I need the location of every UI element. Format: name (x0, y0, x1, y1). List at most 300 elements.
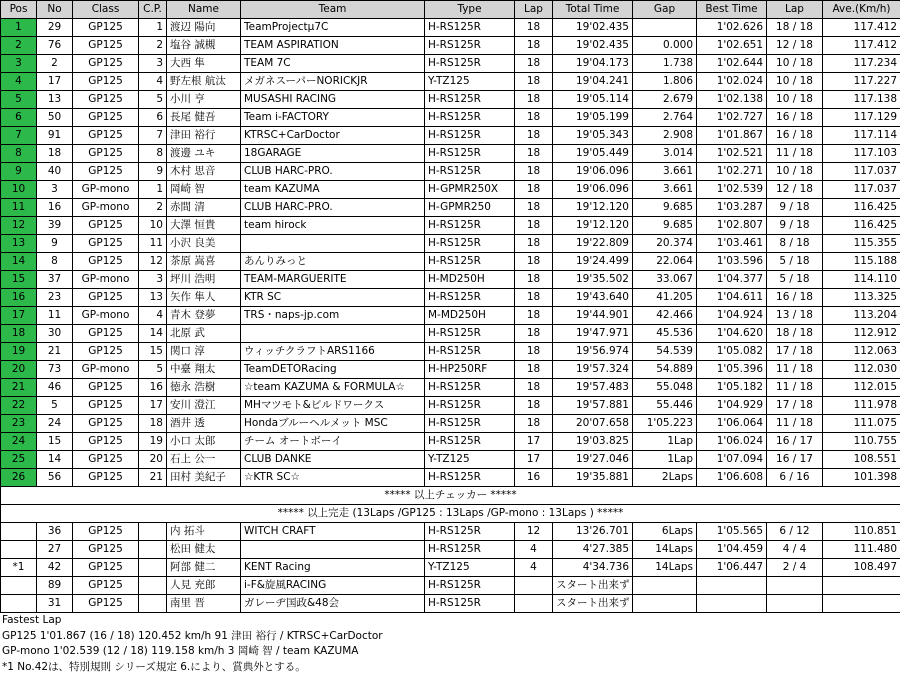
best-lap-cell: 4 / 4 (767, 541, 823, 559)
class-position-cell: 1 (139, 181, 167, 199)
pos-cell (1, 595, 37, 613)
gap-cell (633, 19, 697, 37)
gap-cell: 22.064 (633, 253, 697, 271)
name-cell: 田村 美紀子 (167, 469, 241, 487)
number-cell: 15 (37, 433, 73, 451)
class-position-cell: 4 (139, 307, 167, 325)
total-time-cell: 19'35.502 (553, 271, 633, 289)
laps-cell: 17 (515, 433, 553, 451)
best-lap-cell: 13 / 18 (767, 307, 823, 325)
average-speed-cell: 117.103 (823, 145, 900, 163)
class-position-cell: 14 (139, 325, 167, 343)
number-cell: 21 (37, 343, 73, 361)
number-cell: 73 (37, 361, 73, 379)
laps-cell (515, 595, 553, 613)
type-cell: H-RS125R (425, 379, 515, 397)
best-lap-cell: 11 / 18 (767, 145, 823, 163)
table-row (1, 559, 900, 577)
column-header: Total Time (553, 1, 633, 19)
team-cell (241, 541, 425, 559)
laps-cell: 18 (515, 271, 553, 289)
number-cell: 24 (37, 415, 73, 433)
name-cell: 松田 健太 (167, 541, 241, 559)
average-speed-cell: 112.015 (823, 379, 900, 397)
pos-cell: 21 (1, 379, 37, 397)
best-time-cell: 1'04.459 (697, 541, 767, 559)
fastest-lap-title: Fastest Lap (2, 613, 900, 629)
best-lap-cell: 16 / 18 (767, 289, 823, 307)
total-time-cell: スタート出来ず (553, 577, 633, 595)
type-cell: H-RS125R (425, 55, 515, 73)
best-lap-cell: 12 / 18 (767, 181, 823, 199)
average-speed-cell: 108.497 (823, 559, 900, 577)
class-cell: GP-mono (73, 361, 139, 379)
table-row (1, 145, 900, 163)
class-position-cell: 20 (139, 451, 167, 469)
name-cell: 人見 充郎 (167, 577, 241, 595)
best-time-cell: 1'04.929 (697, 397, 767, 415)
number-cell: 50 (37, 109, 73, 127)
average-speed-cell: 111.075 (823, 415, 900, 433)
type-cell: H-RS125R (425, 235, 515, 253)
class-position-cell: 2 (139, 37, 167, 55)
pos-cell (1, 523, 37, 541)
best-lap-cell: 11 / 18 (767, 379, 823, 397)
laps-cell (515, 577, 553, 595)
average-speed-cell: 110.851 (823, 523, 900, 541)
class-position-cell: 6 (139, 109, 167, 127)
name-cell: 北原 武 (167, 325, 241, 343)
type-cell: H-MD250H (425, 271, 515, 289)
laps-cell: 12 (515, 523, 553, 541)
table-row (1, 217, 900, 235)
name-cell: 酒井 透 (167, 415, 241, 433)
best-lap-cell: 18 / 18 (767, 19, 823, 37)
table-row (1, 91, 900, 109)
number-cell: 27 (37, 541, 73, 559)
pos-cell: *1 (1, 559, 37, 577)
number-cell: 3 (37, 181, 73, 199)
team-cell: ☆team KAZUMA & FORMULA☆ (241, 379, 425, 397)
class-cell: GP125 (73, 595, 139, 613)
table-row (1, 109, 900, 127)
pos-cell: 26 (1, 469, 37, 487)
total-time-cell: 19'27.046 (553, 451, 633, 469)
number-cell: 18 (37, 145, 73, 163)
footnote: *1 No.42は、特別規則 シリーズ規定 6.により、賞典外とする。 (2, 660, 900, 675)
class-position-cell: 21 (139, 469, 167, 487)
team-cell: CLUB HARC-PRO. (241, 163, 425, 181)
best-time-cell: 1'02.644 (697, 55, 767, 73)
pos-cell: 25 (1, 451, 37, 469)
total-time-cell: 19'44.901 (553, 307, 633, 325)
best-lap-cell: 17 / 18 (767, 343, 823, 361)
number-cell: 31 (37, 595, 73, 613)
total-time-cell: 19'12.120 (553, 217, 633, 235)
team-cell: Team i-FACTORY (241, 109, 425, 127)
laps-cell: 18 (515, 397, 553, 415)
team-cell: MHマツモト&ビルドワークス (241, 397, 425, 415)
type-cell: Y-TZ125 (425, 451, 515, 469)
name-cell: 石上 公一 (167, 451, 241, 469)
gap-cell: 3.661 (633, 163, 697, 181)
type-cell: H-RS125R (425, 127, 515, 145)
average-speed-cell: 116.425 (823, 199, 900, 217)
name-cell: 木村 思音 (167, 163, 241, 181)
column-header: No (37, 1, 73, 19)
best-time-cell: 1'04.377 (697, 271, 767, 289)
class-cell: GP125 (73, 217, 139, 235)
table-row (1, 199, 900, 217)
total-time-cell: 19'12.120 (553, 199, 633, 217)
type-cell: H-RS125R (425, 433, 515, 451)
class-cell: GP125 (73, 109, 139, 127)
average-speed-cell: 111.978 (823, 397, 900, 415)
team-cell: team hirock (241, 217, 425, 235)
number-cell: 39 (37, 217, 73, 235)
class-position-cell: 1 (139, 19, 167, 37)
total-time-cell: 19'43.640 (553, 289, 633, 307)
total-time-cell: 4'27.385 (553, 541, 633, 559)
average-speed-cell: 115.188 (823, 253, 900, 271)
class-cell: GP125 (73, 127, 139, 145)
team-cell: KENT Racing (241, 559, 425, 577)
class-position-cell: 7 (139, 127, 167, 145)
name-cell: 阿部 健二 (167, 559, 241, 577)
gap-cell: 0.000 (633, 37, 697, 55)
gap-cell: 3.014 (633, 145, 697, 163)
gap-cell: 1Lap (633, 451, 697, 469)
type-cell: H-RS125R (425, 343, 515, 361)
table-row (1, 19, 900, 37)
team-cell: ガレーヂ国政&48会 (241, 595, 425, 613)
gap-cell: 9.685 (633, 217, 697, 235)
gap-cell (633, 577, 697, 595)
class-position-cell: 17 (139, 397, 167, 415)
team-cell: ☆KTR SC☆ (241, 469, 425, 487)
type-cell: H-HP250RF (425, 361, 515, 379)
team-cell: CLUB HARC-PRO. (241, 199, 425, 217)
best-lap-cell: 16 / 17 (767, 451, 823, 469)
best-lap-cell: 9 / 18 (767, 217, 823, 235)
pos-cell: 17 (1, 307, 37, 325)
total-time-cell: 19'04.241 (553, 73, 633, 91)
type-cell: H-RS125R (425, 595, 515, 613)
gap-cell: 1Lap (633, 433, 697, 451)
header-row (1, 1, 900, 19)
type-cell: H-RS125R (425, 469, 515, 487)
finish-banner: ***** 以上完走 (13Laps /GP125 : 13Laps /GP-mono : 13Laps ) ***** (1, 505, 900, 523)
average-speed-cell: 112.063 (823, 343, 900, 361)
team-cell: チーム オートボーイ (241, 433, 425, 451)
name-cell: 小口 太郎 (167, 433, 241, 451)
total-time-cell: スタート出来ず (553, 595, 633, 613)
class-position-cell (139, 541, 167, 559)
average-speed-cell: 117.037 (823, 163, 900, 181)
class-cell: GP125 (73, 235, 139, 253)
gap-cell: 2.764 (633, 109, 697, 127)
average-speed-cell (823, 577, 900, 595)
gap-cell: 1.738 (633, 55, 697, 73)
best-lap-cell: 17 / 18 (767, 397, 823, 415)
type-cell: H-RS125R (425, 217, 515, 235)
pos-cell (1, 541, 37, 559)
team-cell: TEAM ASPIRATION (241, 37, 425, 55)
class-cell: GP125 (73, 91, 139, 109)
pos-cell: 14 (1, 253, 37, 271)
team-cell: ウィッチクラフトARS1166 (241, 343, 425, 361)
number-cell: 9 (37, 235, 73, 253)
table-row (1, 361, 900, 379)
best-time-cell: 1'01.867 (697, 127, 767, 145)
name-cell: 塩谷 誠槻 (167, 37, 241, 55)
best-time-cell: 1'05.182 (697, 379, 767, 397)
best-time-cell: 1'03.596 (697, 253, 767, 271)
table-row (1, 397, 900, 415)
best-lap-cell: 11 / 18 (767, 361, 823, 379)
total-time-cell: 4'34.736 (553, 559, 633, 577)
team-cell: Hondaブルーヘルメット MSC (241, 415, 425, 433)
best-lap-cell: 6 / 12 (767, 523, 823, 541)
best-time-cell: 1'05.082 (697, 343, 767, 361)
best-time-cell: 1'02.626 (697, 19, 767, 37)
table-row (1, 181, 900, 199)
number-cell: 14 (37, 451, 73, 469)
class-position-cell: 19 (139, 433, 167, 451)
total-time-cell: 19'04.173 (553, 55, 633, 73)
team-cell: TeamProjectμ7C (241, 19, 425, 37)
best-time-cell: 1'02.024 (697, 73, 767, 91)
average-speed-cell: 117.234 (823, 55, 900, 73)
pos-cell: 15 (1, 271, 37, 289)
pos-cell: 5 (1, 91, 37, 109)
number-cell: 23 (37, 289, 73, 307)
laps-cell: 18 (515, 199, 553, 217)
gap-cell: 2.908 (633, 127, 697, 145)
average-speed-cell: 117.412 (823, 37, 900, 55)
average-speed-cell: 117.412 (823, 19, 900, 37)
best-time-cell: 1'06.608 (697, 469, 767, 487)
total-time-cell: 19'02.435 (553, 37, 633, 55)
type-cell: H-RS125R (425, 541, 515, 559)
laps-cell: 18 (515, 325, 553, 343)
class-cell: GP125 (73, 253, 139, 271)
number-cell: 8 (37, 253, 73, 271)
class-cell: GP-mono (73, 181, 139, 199)
gap-cell (633, 595, 697, 613)
number-cell: 36 (37, 523, 73, 541)
total-time-cell: 19'05.199 (553, 109, 633, 127)
number-cell: 30 (37, 325, 73, 343)
table-row (1, 163, 900, 181)
total-time-cell: 20'07.658 (553, 415, 633, 433)
column-header: Ave.(Km/h) (823, 1, 900, 19)
best-time-cell (697, 577, 767, 595)
average-speed-cell: 110.755 (823, 433, 900, 451)
best-time-cell: 1'03.461 (697, 235, 767, 253)
type-cell: H-RS125R (425, 577, 515, 595)
number-cell: 29 (37, 19, 73, 37)
best-lap-cell: 12 / 18 (767, 37, 823, 55)
average-speed-cell: 113.204 (823, 307, 900, 325)
pos-cell: 7 (1, 127, 37, 145)
team-cell: team KAZUMA (241, 181, 425, 199)
class-cell: GP125 (73, 469, 139, 487)
best-lap-cell: 18 / 18 (767, 325, 823, 343)
laps-cell: 18 (515, 73, 553, 91)
total-time-cell: 19'06.096 (553, 181, 633, 199)
team-cell: 18GARAGE (241, 145, 425, 163)
type-cell: H-GPMR250X (425, 181, 515, 199)
table-row (1, 577, 900, 595)
team-cell: あんりみっと (241, 253, 425, 271)
best-time-cell: 1'03.287 (697, 199, 767, 217)
name-cell: 赤間 清 (167, 199, 241, 217)
finish-banner-row (1, 505, 900, 523)
number-cell: 5 (37, 397, 73, 415)
total-time-cell: 19'22.809 (553, 235, 633, 253)
total-time-cell: 19'05.449 (553, 145, 633, 163)
class-position-cell: 5 (139, 361, 167, 379)
best-time-cell: 1'02.651 (697, 37, 767, 55)
checker-banner-row (1, 487, 900, 505)
class-cell: GP-mono (73, 199, 139, 217)
class-cell: GP125 (73, 379, 139, 397)
team-cell: WITCH CRAFT (241, 523, 425, 541)
pos-cell: 16 (1, 289, 37, 307)
column-header: Type (425, 1, 515, 19)
class-position-cell (139, 577, 167, 595)
class-cell: GP125 (73, 451, 139, 469)
table-row (1, 415, 900, 433)
type-cell: H-RS125R (425, 397, 515, 415)
best-time-cell: 1'04.620 (697, 325, 767, 343)
class-cell: GP125 (73, 163, 139, 181)
pos-cell: 8 (1, 145, 37, 163)
type-cell: H-GPMR250 (425, 199, 515, 217)
table-row (1, 541, 900, 559)
best-lap-cell: 10 / 18 (767, 163, 823, 181)
table-row (1, 289, 900, 307)
class-position-cell: 2 (139, 199, 167, 217)
average-speed-cell: 115.355 (823, 235, 900, 253)
pos-cell: 2 (1, 37, 37, 55)
type-cell: Y-TZ125 (425, 73, 515, 91)
type-cell: H-RS125R (425, 289, 515, 307)
number-cell: 56 (37, 469, 73, 487)
best-time-cell: 1'02.727 (697, 109, 767, 127)
number-cell: 40 (37, 163, 73, 181)
pos-cell: 13 (1, 235, 37, 253)
best-lap-cell: 5 / 18 (767, 271, 823, 289)
laps-cell: 4 (515, 541, 553, 559)
column-header: Lap (767, 1, 823, 19)
name-cell: 坪川 浩明 (167, 271, 241, 289)
class-cell: GP125 (73, 55, 139, 73)
number-cell: 76 (37, 37, 73, 55)
pos-cell: 4 (1, 73, 37, 91)
gap-cell: 3.661 (633, 181, 697, 199)
name-cell: 小川 亨 (167, 91, 241, 109)
gap-cell: 1'05.223 (633, 415, 697, 433)
table-row (1, 253, 900, 271)
gap-cell: 55.446 (633, 397, 697, 415)
type-cell: M-MD250H (425, 307, 515, 325)
class-cell: GP125 (73, 559, 139, 577)
best-time-cell: 1'05.565 (697, 523, 767, 541)
total-time-cell: 19'06.096 (553, 163, 633, 181)
name-cell: 岡崎 智 (167, 181, 241, 199)
class-cell: GP125 (73, 325, 139, 343)
class-position-cell: 18 (139, 415, 167, 433)
table-row (1, 235, 900, 253)
name-cell: 津田 裕行 (167, 127, 241, 145)
laps-cell: 18 (515, 181, 553, 199)
name-cell: 徳永 浩樹 (167, 379, 241, 397)
class-cell: GP125 (73, 289, 139, 307)
pos-cell: 19 (1, 343, 37, 361)
laps-cell: 18 (515, 253, 553, 271)
name-cell: 関口 淳 (167, 343, 241, 361)
laps-cell: 4 (515, 559, 553, 577)
class-position-cell: 3 (139, 271, 167, 289)
column-header: Team (241, 1, 425, 19)
best-time-cell: 1'02.807 (697, 217, 767, 235)
name-cell: 安川 澄江 (167, 397, 241, 415)
type-cell: H-RS125R (425, 91, 515, 109)
average-speed-cell: 101.398 (823, 469, 900, 487)
table-row (1, 325, 900, 343)
column-header: Class (73, 1, 139, 19)
table-row (1, 73, 900, 91)
name-cell: 渡邊 ユキ (167, 145, 241, 163)
best-time-cell: 1'05.396 (697, 361, 767, 379)
team-cell (241, 235, 425, 253)
team-cell: TRS・naps-jp.com (241, 307, 425, 325)
class-position-cell: 3 (139, 55, 167, 73)
number-cell: 37 (37, 271, 73, 289)
laps-cell: 16 (515, 469, 553, 487)
number-cell: 2 (37, 55, 73, 73)
laps-cell: 18 (515, 307, 553, 325)
laps-cell: 18 (515, 235, 553, 253)
average-speed-cell: 117.114 (823, 127, 900, 145)
class-position-cell: 16 (139, 379, 167, 397)
best-time-cell: 1'02.539 (697, 181, 767, 199)
average-speed-cell: 114.110 (823, 271, 900, 289)
laps-cell: 18 (515, 163, 553, 181)
fastest-lap-gpmono: GP-mono 1'02.539 (12 / 18) 119.158 km/h 3 岡崎 智 / team KAZUMA (2, 644, 900, 660)
class-cell: GP125 (73, 577, 139, 595)
pos-cell: 9 (1, 163, 37, 181)
class-cell: GP125 (73, 73, 139, 91)
class-position-cell (139, 559, 167, 577)
column-header: Name (167, 1, 241, 19)
laps-cell: 18 (515, 145, 553, 163)
team-cell: MUSASHI RACING (241, 91, 425, 109)
table-row (1, 451, 900, 469)
type-cell: H-RS125R (425, 253, 515, 271)
average-speed-cell: 112.912 (823, 325, 900, 343)
name-cell: 青木 登夢 (167, 307, 241, 325)
best-lap-cell: 9 / 18 (767, 199, 823, 217)
checker-banner: ***** 以上チェッカー ***** (1, 487, 900, 505)
name-cell: 中臺 翔太 (167, 361, 241, 379)
class-position-cell: 10 (139, 217, 167, 235)
type-cell: H-RS125R (425, 325, 515, 343)
best-time-cell (697, 595, 767, 613)
number-cell: 11 (37, 307, 73, 325)
